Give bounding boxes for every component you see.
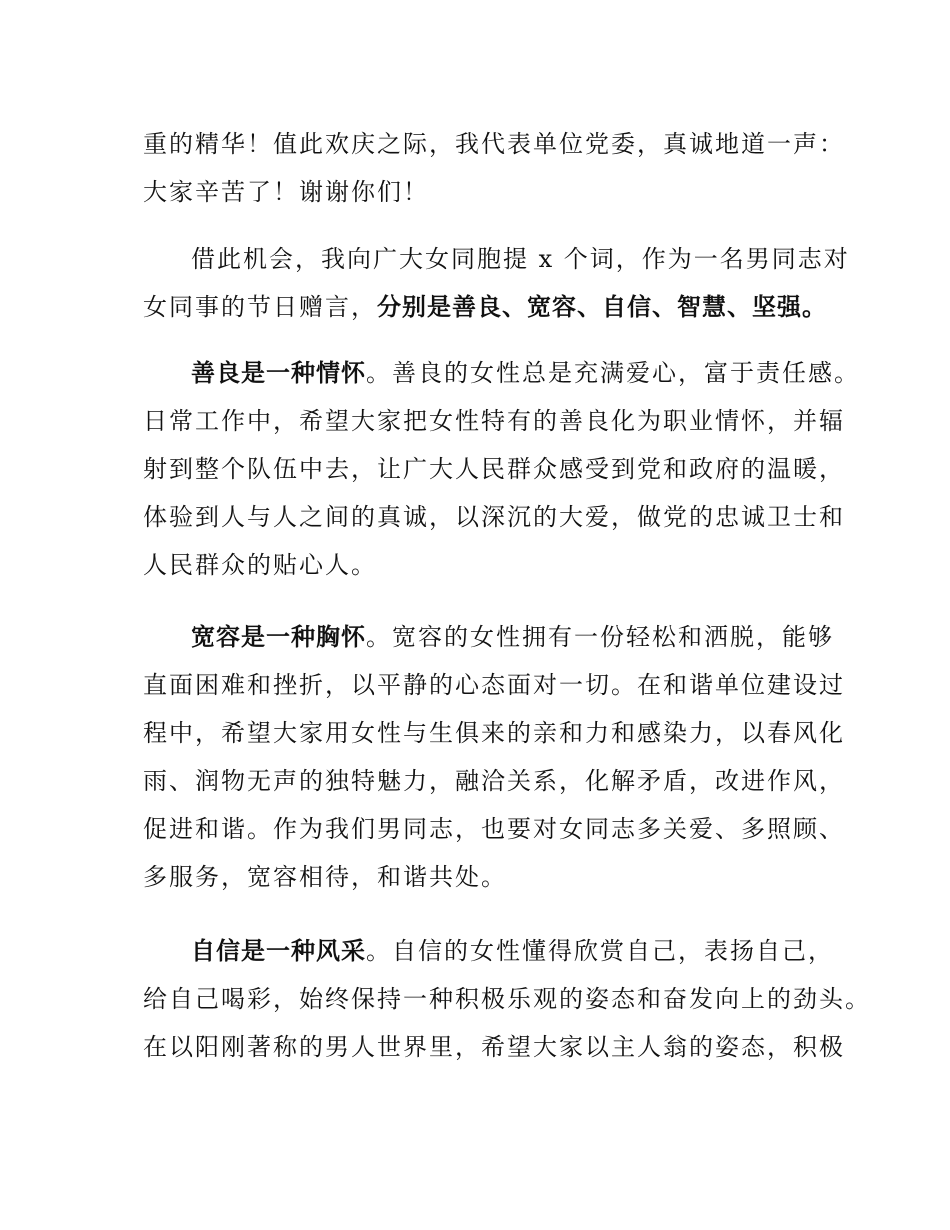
text-line: 人民群众的贴心人。 <box>143 551 377 579</box>
text-run: 。宽容的女性拥有一份轻松和洒脱，能够 <box>366 623 834 651</box>
section-heading: 善良是一种情怀 <box>191 359 366 387</box>
text-run: 女同事的节日赠言， <box>143 293 377 321</box>
paragraph-gratitude <box>143 120 845 216</box>
text-line: 给自己喝彩，始终保持一种积极乐观的姿态和奋发向上的劲头。 <box>143 985 871 1013</box>
text-run: 。善良的女性总是充满爱心，富于责任感。 <box>366 359 860 387</box>
section-heading: 自信是一种风采 <box>191 937 366 965</box>
text-line: 多服务，宽容相待，和谐共处。 <box>143 863 507 891</box>
text-line: 射到整个队伍中去，让广大人民群众感受到党和政府的温暖， <box>143 455 845 483</box>
paragraph-kindness <box>143 349 860 589</box>
text-line: 体验到人与人之间的真诚，以深沉的大爱，做党的忠诚卫士和 <box>143 503 845 531</box>
text-line: 借此机会，我向广大女同胞提 x 个词，作为一名男同志对 <box>191 245 850 273</box>
text-line: 雨、润物无声的独特魅力，融洽关系，化解矛盾，改进作风， <box>143 767 845 795</box>
text-line: 大家辛苦了！谢谢你们！ <box>143 178 429 206</box>
text-line <box>143 613 845 661</box>
text-line: 重的精华！值此欢庆之际，我代表单位党委，真诚地道一声： <box>143 130 845 158</box>
text-run: 。自信的女性懂得欣赏自己，表扬自己， <box>366 937 834 965</box>
text-line <box>143 283 850 331</box>
text-line: 在以阳刚著称的男人世界里，希望大家以主人翁的姿态，积极 <box>143 1033 845 1061</box>
text-line <box>143 349 860 397</box>
bold-keywords: 分别是善良、宽容、自信、智慧、坚强。 <box>377 293 827 321</box>
paragraph-intro-words <box>143 235 850 331</box>
text-line <box>143 927 871 975</box>
paragraph-tolerance <box>143 613 845 901</box>
paragraph-confidence <box>143 927 871 1071</box>
text-line: 日常工作中，希望大家把女性特有的善良化为职业情怀，并辐 <box>143 407 845 435</box>
text-line: 程中，希望大家用女性与生俱来的亲和力和感染力，以春风化 <box>143 719 845 747</box>
text-line: 直面困难和挫折，以平静的心态面对一切。在和谐单位建设过 <box>143 671 845 699</box>
text-line: 促进和谐。作为我们男同志，也要对女同志多关爱、多照顾、 <box>143 815 845 843</box>
section-heading: 宽容是一种胸怀 <box>191 623 366 651</box>
